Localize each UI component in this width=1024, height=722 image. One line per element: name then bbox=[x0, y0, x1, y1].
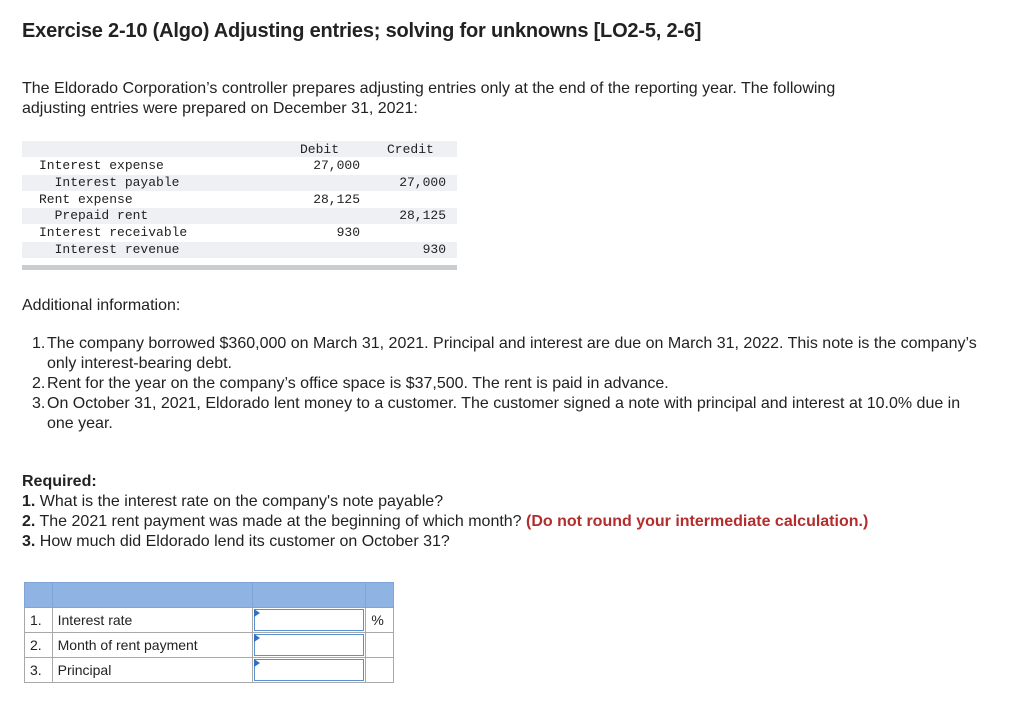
journal-account: Interest revenue bbox=[39, 242, 180, 257]
journal-credit: 28,125 bbox=[399, 208, 446, 223]
answer-row-rent-month bbox=[25, 633, 394, 658]
answer-row-number: 2. bbox=[25, 633, 53, 658]
answer-row-number: 3. bbox=[25, 658, 53, 683]
journal-entries-table bbox=[22, 141, 457, 271]
journal-row bbox=[22, 242, 457, 258]
rent-month-input[interactable] bbox=[254, 634, 364, 656]
journal-row bbox=[22, 192, 457, 208]
required-question-2 bbox=[22, 512, 868, 532]
principal-input[interactable] bbox=[254, 659, 364, 681]
journal-account: Interest receivable bbox=[39, 225, 188, 240]
answer-input-cell bbox=[253, 633, 366, 658]
rounding-note: (Do not round your intermediate calculation.) bbox=[526, 513, 869, 530]
journal-account: Prepaid rent bbox=[39, 208, 149, 223]
journal-bottom-rule bbox=[22, 265, 457, 270]
question-text: How much did Eldorado lend its customer on October 31? bbox=[39, 533, 450, 550]
credit-header: Credit bbox=[387, 142, 434, 157]
journal-account: Interest expense bbox=[39, 158, 164, 173]
additional-info-heading: Additional information: bbox=[22, 297, 181, 314]
journal-row bbox=[22, 225, 457, 241]
input-marker-icon bbox=[254, 659, 260, 667]
info-item-text: On October 31, 2021, Eldorado lent money to a customer. The customer signed a note with principal and interest at 10.0% due in one year. bbox=[47, 395, 961, 432]
journal-credit: 27,000 bbox=[399, 175, 446, 190]
answer-row-number: 1. bbox=[25, 608, 53, 633]
intro-line-2: adjusting entries were prepared on December 31, 2021: bbox=[22, 100, 418, 117]
answer-row-label: Principal bbox=[52, 658, 253, 683]
journal-account: Rent expense bbox=[39, 192, 133, 207]
answer-unit bbox=[366, 658, 394, 683]
journal-debit: 930 bbox=[336, 225, 360, 240]
info-item-number: 2. bbox=[32, 375, 46, 392]
input-marker-icon bbox=[254, 634, 260, 642]
info-item-text: The company borrowed $360,000 on March 31, 2021. Principal and interest are due on March 31, 2022. This note is the company’s only interest-bearing debt. bbox=[47, 335, 977, 372]
answer-input-cell bbox=[253, 608, 366, 633]
info-item-text: Rent for the year on the company’s office space is $37,500. The rent is paid in advance. bbox=[47, 375, 669, 392]
question-number: 2. bbox=[22, 513, 36, 530]
info-item-number: 3. bbox=[32, 395, 46, 412]
required-heading: Required: bbox=[22, 473, 97, 490]
info-item bbox=[22, 334, 987, 374]
intro-line-1: The Eldorado Corporation’s controller prepares adjusting entries only at the end of the reporting year. The following bbox=[22, 80, 836, 97]
required-question-3 bbox=[22, 532, 868, 552]
question-text: What is the interest rate on the company's note payable? bbox=[39, 493, 444, 510]
exercise-title: Exercise 2-10 (Algo) Adjusting entries; solving for unknowns [LO2-5, 2-6] bbox=[22, 20, 702, 42]
question-number: 1. bbox=[22, 493, 36, 510]
intro-text bbox=[22, 79, 982, 119]
answer-table-header bbox=[25, 583, 394, 608]
debit-header: Debit bbox=[300, 142, 340, 157]
info-item bbox=[22, 374, 987, 394]
answer-row-label: Interest rate bbox=[52, 608, 253, 633]
input-marker-icon bbox=[254, 609, 260, 617]
answer-table bbox=[24, 582, 394, 683]
answer-row-principal bbox=[25, 658, 394, 683]
answer-input-cell bbox=[253, 658, 366, 683]
answer-row-interest-rate bbox=[25, 608, 394, 633]
required-section bbox=[22, 472, 868, 552]
journal-row bbox=[22, 175, 457, 191]
interest-rate-input[interactable] bbox=[254, 609, 364, 631]
answer-unit bbox=[366, 633, 394, 658]
percent-unit: % bbox=[366, 608, 394, 633]
journal-row bbox=[22, 208, 457, 224]
info-item bbox=[22, 394, 987, 434]
question-number: 3. bbox=[22, 533, 36, 550]
question-text: The 2021 rent payment was made at the beginning of which month? bbox=[39, 513, 522, 530]
info-item-number: 1. bbox=[32, 335, 46, 352]
journal-row bbox=[22, 158, 457, 174]
journal-debit: 27,000 bbox=[313, 158, 360, 173]
required-question-1 bbox=[22, 492, 868, 512]
answer-row-label: Month of rent payment bbox=[52, 633, 253, 658]
journal-credit: 930 bbox=[422, 242, 446, 257]
additional-info-list bbox=[22, 334, 987, 434]
journal-account: Interest payable bbox=[39, 175, 180, 190]
journal-debit: 28,125 bbox=[313, 192, 360, 207]
